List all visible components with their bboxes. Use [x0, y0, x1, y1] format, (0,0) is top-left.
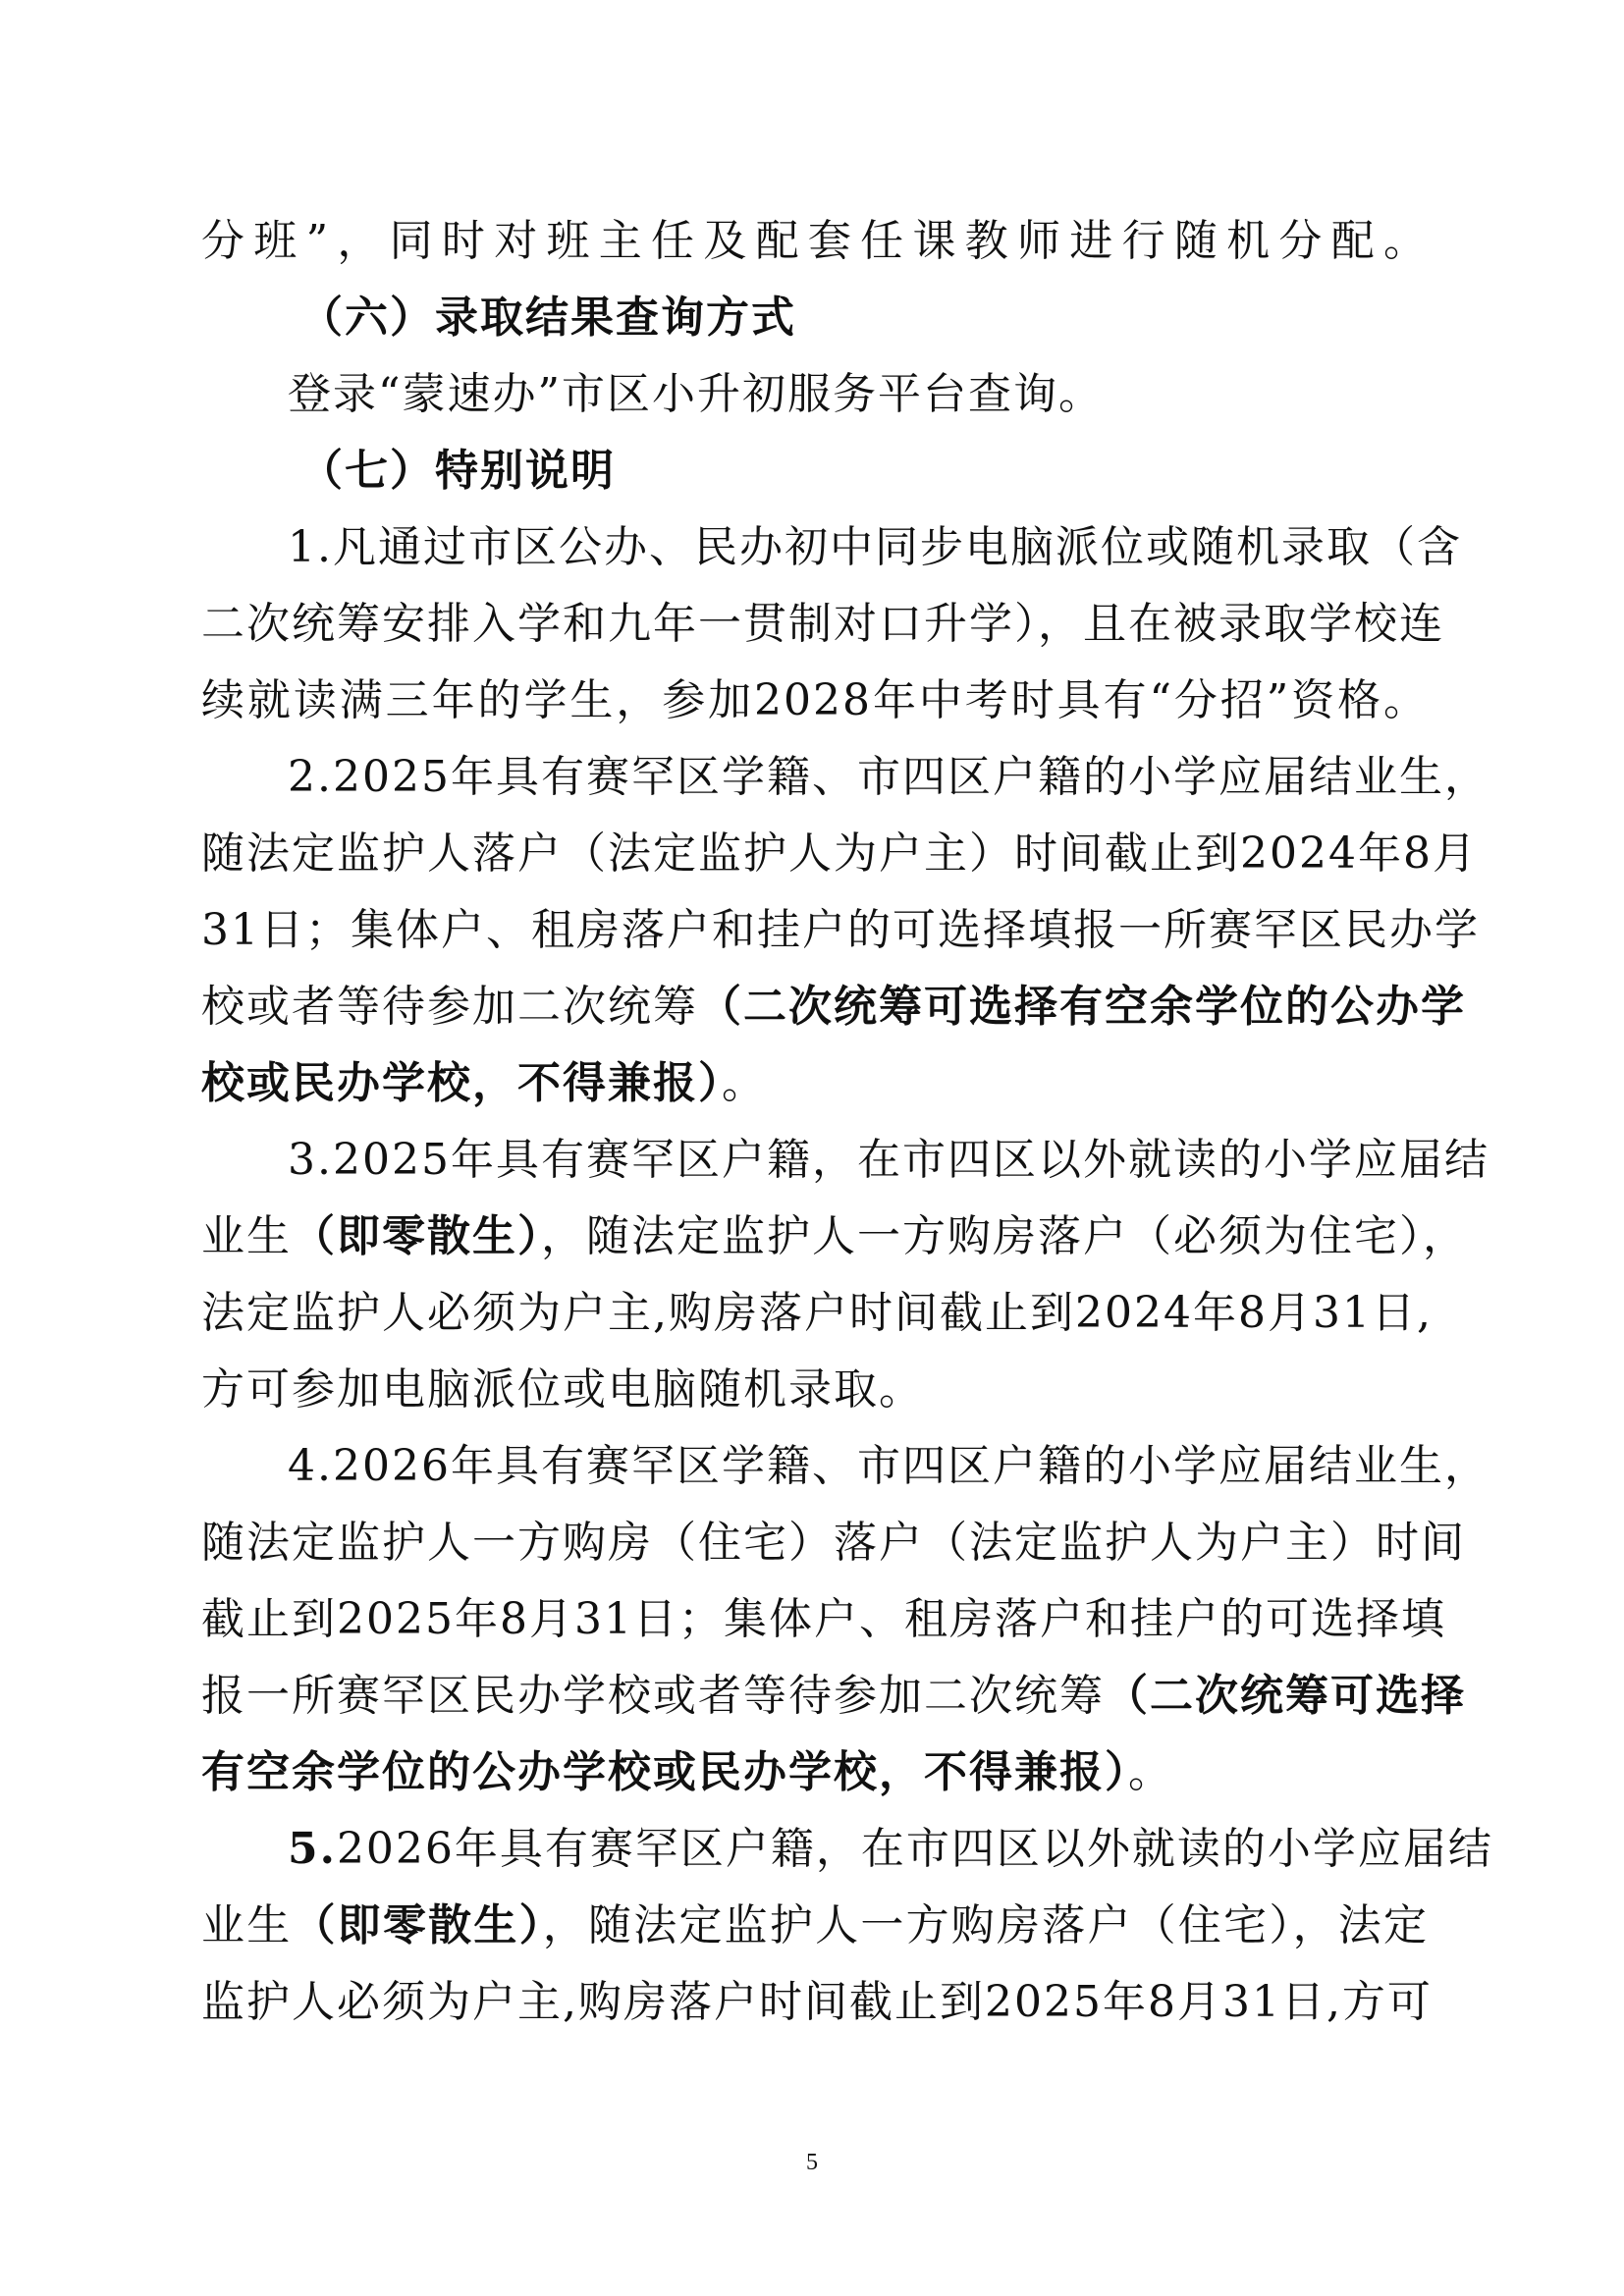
page-number: 5 [806, 2150, 818, 2175]
body-line: 法定监护人必须为户主,购房落户时间截止到2024年8月31日, [201, 1288, 1433, 1338]
text-run: 校或者等待参加二次统筹 [201, 982, 698, 1032]
bold-text-run: （二次统筹可选择有空余学位的公办学 [698, 982, 1466, 1032]
bold-text-run: （即零散生） [292, 1211, 541, 1261]
text-run: 。 [1128, 1747, 1173, 1797]
body-line [201, 1199, 1468, 1275]
body-line [201, 1735, 1429, 1811]
body-line: 4.2026年具有赛罕区学籍、市四区户籍的小学应届结业生， [288, 1441, 1489, 1491]
section-heading-query-method: （六）录取结果查询方式 [299, 293, 796, 343]
bold-text-run: （二次统筹可选择 [1105, 1671, 1466, 1721]
body-line: 分班”，同时对班主任及配套任课教师进行随机分配。 [201, 216, 1429, 266]
body-line: 31日；集体户、租房落户和挂户的可选择填报一所赛罕区民办学 [201, 905, 1480, 955]
bold-text-run: 有空余学位的公办学校或民办学校，不得兼报） [201, 1747, 1128, 1797]
body-line: 登录“蒙速办”市区小升初服务平台查询。 [288, 369, 1104, 419]
text-run: ，随法定监护人一方购房落户（住宅），法定 [542, 1900, 1430, 1950]
body-line [201, 1811, 1493, 1888]
body-line: 截止到2025年8月31日；集体户、租房落户和挂户的可选择填 [201, 1594, 1446, 1644]
text-run: 业生 [201, 1900, 293, 1950]
body-line [201, 1045, 1429, 1122]
body-line [201, 1658, 1466, 1735]
body-line: 2.2025年具有赛罕区学籍、市四区户籍的小学应届结业生， [288, 752, 1489, 802]
body-line: 方可参加电脑派位或电脑随机录取。 [201, 1364, 924, 1415]
text-run: 2026年具有赛罕区户籍，在市四区以外就读的小学应届结 [336, 1824, 1493, 1874]
text-run: 业生 [201, 1211, 292, 1261]
bold-text-run: 5. [288, 1824, 337, 1874]
text-run: ，随法定监护人一方购房落户（必须为住宅）， [541, 1211, 1468, 1261]
section-heading-special-notes: （七）特别说明 [299, 446, 616, 496]
body-line [201, 969, 1466, 1045]
body-line: 1.凡通过市区公办、民办初中同步电脑派位或随机录取（含 [288, 522, 1462, 572]
body-line [201, 1888, 1429, 1964]
body-line: 随法定监护人落户（法定监护人为户主）时间截止到2024年8月 [201, 828, 1478, 879]
bold-text-run: （即零散生） [292, 1900, 543, 1950]
body-line: 3.2025年具有赛罕区户籍，在市四区以外就读的小学应届结 [288, 1135, 1489, 1185]
body-line: 续就读满三年的学生，参加2028年中考时具有“分招”资格。 [201, 675, 1429, 725]
body-line: 随法定监护人一方购房（住宅）落户（法定监护人为户主）时间 [201, 1518, 1466, 1568]
text-run: 。 [722, 1058, 767, 1108]
body-line: 监护人必须为户主,购房落户时间截止到2025年8月31日,方可 [201, 1977, 1433, 2027]
text-run: 报一所赛罕区民办学校或者等待参加二次统筹 [201, 1671, 1105, 1721]
bold-text-run: 校或民办学校，不得兼报） [201, 1058, 722, 1108]
body-line: 二次统筹安排入学和九年一贯制对口升学），且在被录取学校连 [201, 599, 1444, 649]
